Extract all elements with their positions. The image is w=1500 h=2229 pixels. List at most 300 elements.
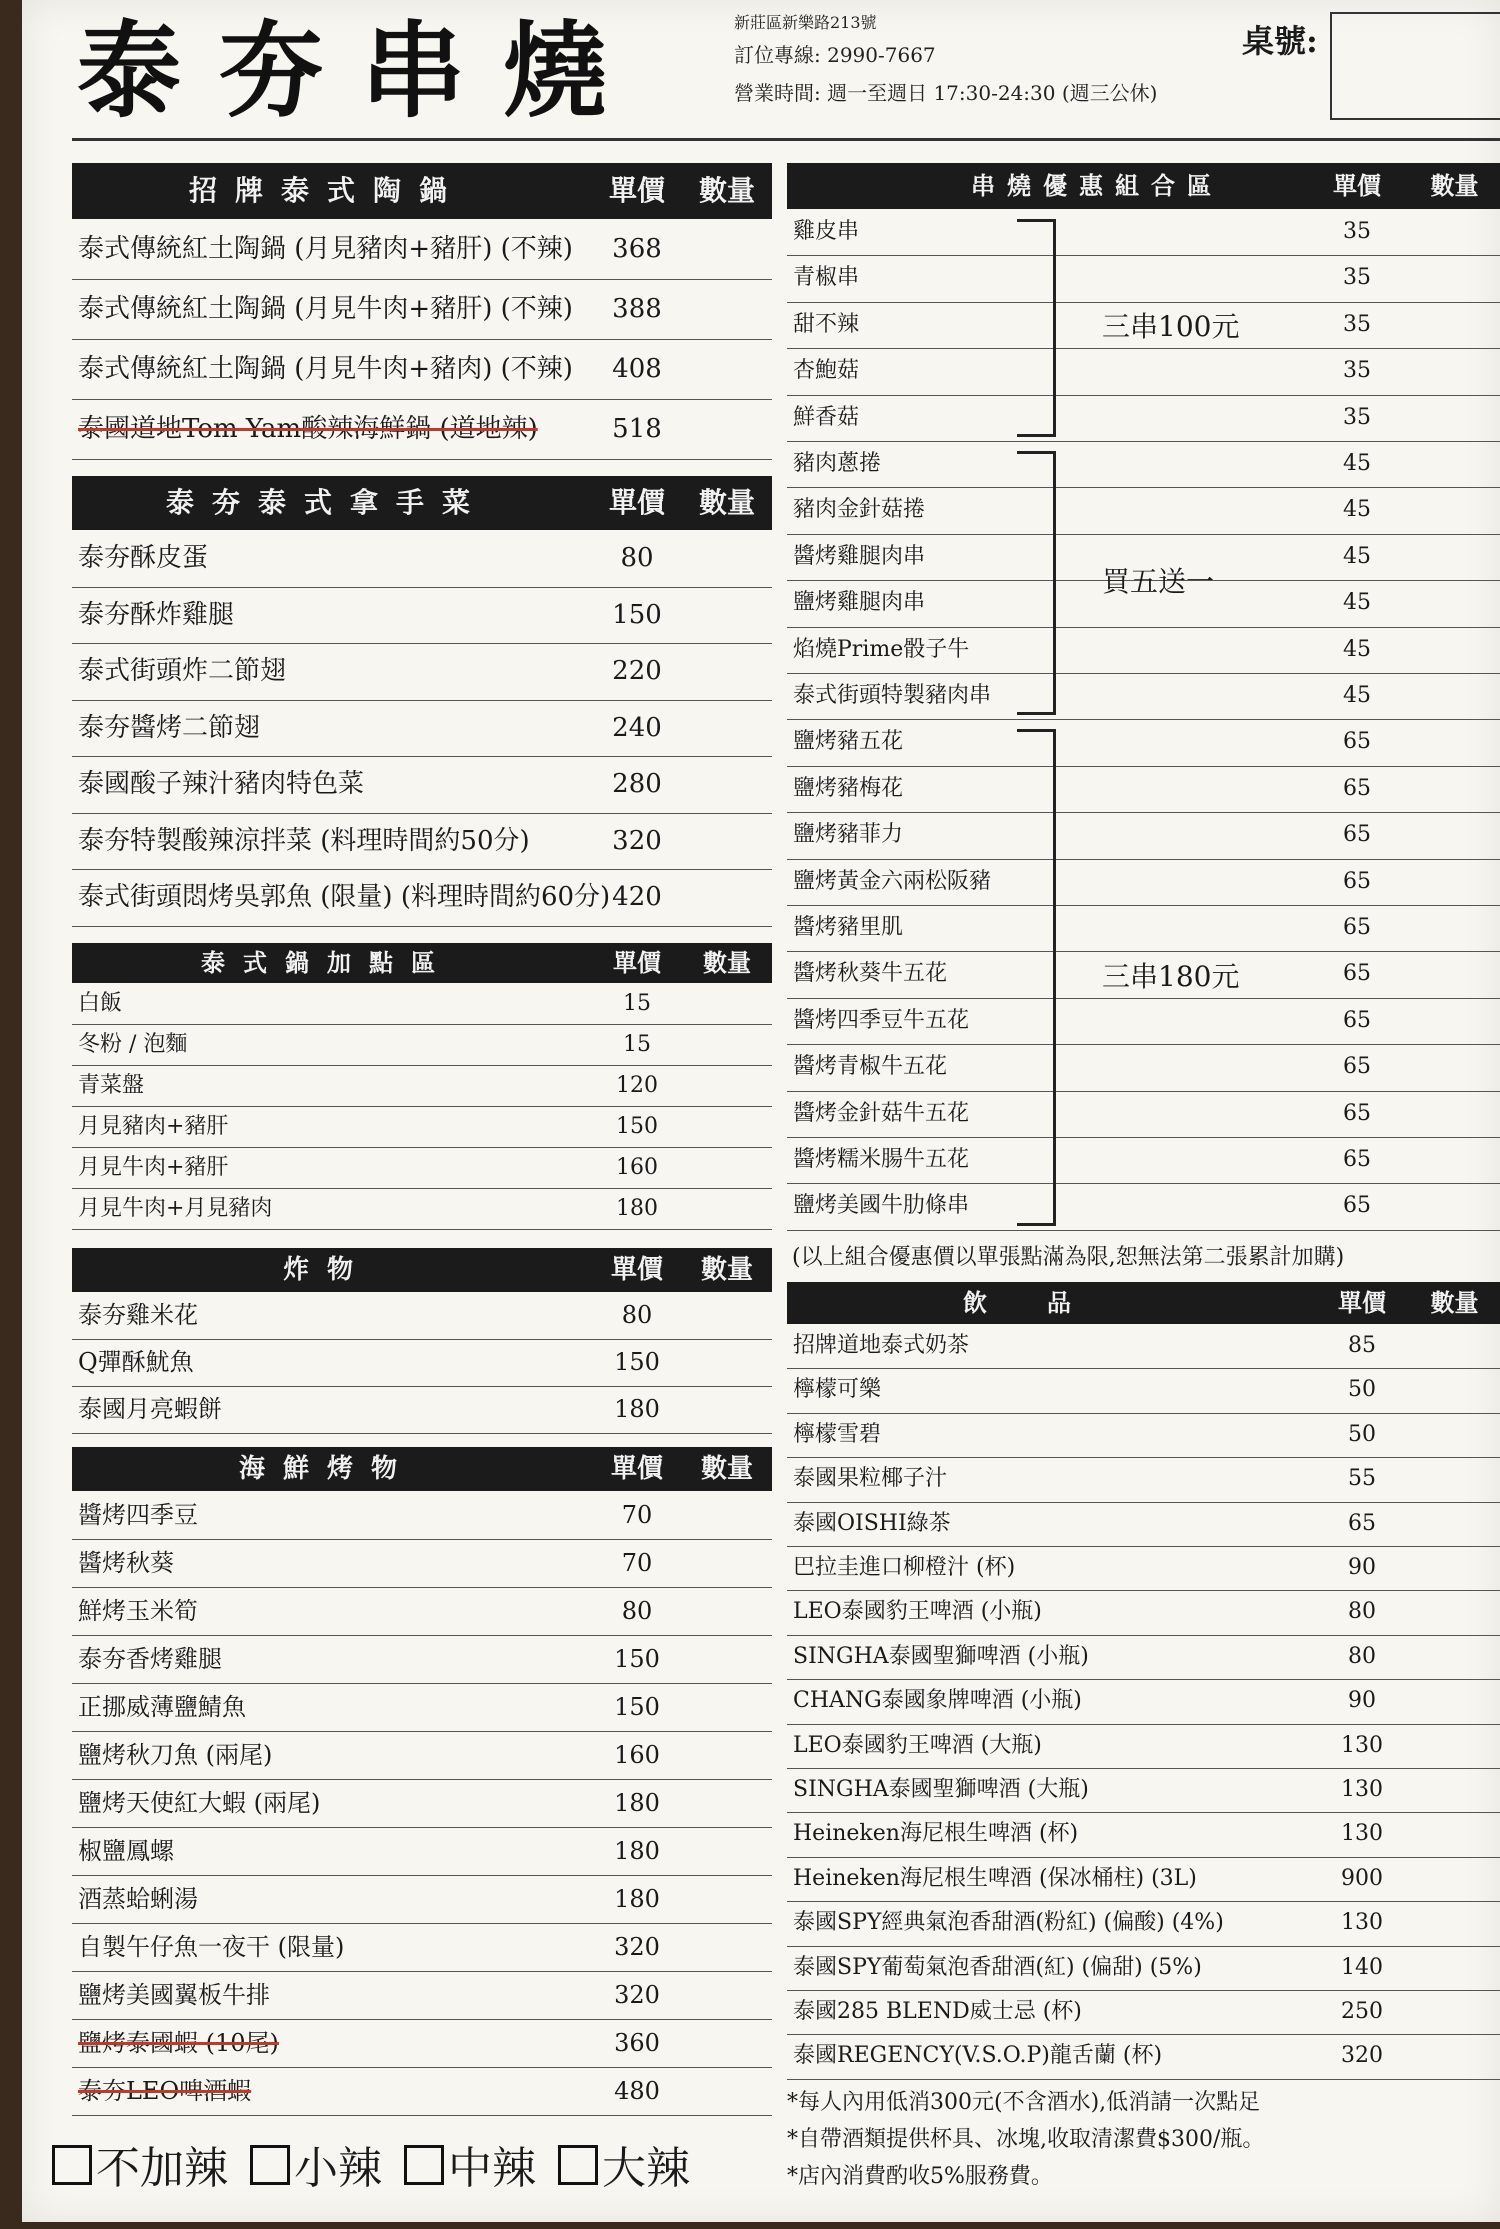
menu-item-row[interactable]: [72, 983, 772, 1025]
item-price: 65: [1343, 1147, 1371, 1172]
item-quantity-cell[interactable]: [1412, 1324, 1497, 1368]
item-name: 月見牛肉+豬肝: [78, 1155, 229, 1180]
footer-note: *自帶酒類提供杯具、冰塊,收取清潔費$300/瓶。: [787, 2127, 1265, 2152]
item-price: 45: [1343, 590, 1371, 616]
price-column-header: 單價: [610, 1255, 663, 1285]
item-name: 醬烤四季豆牛五花: [793, 1007, 970, 1033]
menu-item-row[interactable]: [787, 673, 1500, 720]
item-price: 45: [1343, 683, 1371, 708]
item-quantity-cell[interactable]: [1412, 1137, 1497, 1183]
spice-option-label: 小辣: [294, 2143, 382, 2194]
group-bracket: [1017, 219, 1056, 437]
item-quantity-cell[interactable]: [687, 869, 767, 926]
item-name: 泰夯雞米花: [78, 1301, 198, 1329]
promo-label: 三串100元: [1102, 310, 1240, 343]
hotpot-header: [72, 163, 772, 219]
seafood-header: [72, 1447, 772, 1491]
menu-item-row[interactable]: [787, 1457, 1500, 1502]
promo-label: 買五送一: [1102, 565, 1215, 599]
item-price: 65: [1343, 822, 1371, 848]
group-bracket: [1017, 451, 1056, 715]
item-name: 鹽烤豬五花: [793, 729, 904, 755]
item-quantity-cell[interactable]: [1412, 255, 1497, 301]
menu-item-row[interactable]: [787, 2034, 1500, 2079]
menu-item-row[interactable]: [72, 700, 772, 758]
checkbox-icon[interactable]: [52, 2145, 92, 2185]
item-quantity-cell[interactable]: [1412, 905, 1497, 951]
item-name: 鮮香菇: [793, 404, 860, 430]
address: 新莊區新樂路213號: [734, 13, 877, 32]
item-name: 醬烤秋葵: [78, 1549, 174, 1577]
item-name: 泰國285 BLEND威士忌 (杯): [793, 1999, 1082, 2024]
item-quantity-cell[interactable]: [1412, 1368, 1497, 1412]
item-name: 泰國酸子辣汁豬肉特色菜: [78, 769, 365, 799]
price-column-header: 單價: [610, 1454, 663, 1484]
item-name: 青椒串: [793, 265, 860, 291]
item-quantity-cell[interactable]: [687, 700, 767, 757]
item-quantity-cell[interactable]: [687, 1875, 767, 1923]
item-name: CHANG泰國象牌啤酒 (小瓶): [793, 1688, 1082, 1714]
item-price: 80: [621, 1597, 653, 1625]
item-price: 130: [1341, 1910, 1383, 1936]
item-price: 45: [1343, 451, 1371, 476]
menu-item-row[interactable]: [72, 2019, 772, 2068]
item-price: 50: [1348, 1377, 1376, 1403]
item-name: 泰國果粒椰子汁: [793, 1466, 948, 1492]
menu-item-row[interactable]: [72, 1147, 772, 1189]
item-quantity-cell[interactable]: [687, 2067, 767, 2115]
menu-item-row[interactable]: [72, 1491, 772, 1540]
menu-item-row[interactable]: [72, 1539, 772, 1588]
item-price: 35: [1343, 219, 1371, 244]
item-name: Heineken海尼根生啤酒 (保冰桶柱) (3L): [793, 1865, 1197, 1891]
item-quantity-cell[interactable]: [687, 983, 767, 1024]
menu-item-row[interactable]: [72, 587, 772, 645]
item-name: 泰夯特製酸辣涼拌菜 (料理時間約50分): [78, 825, 530, 856]
table-number-box[interactable]: [1330, 12, 1500, 120]
item-price: 35: [1343, 265, 1371, 291]
item-price: 320: [612, 825, 662, 856]
item-price: 80: [621, 1301, 653, 1329]
price-column-header: 單價: [1338, 1288, 1386, 1317]
menu-item-row[interactable]: [72, 1923, 772, 1972]
item-name: 豬肉蔥捲: [793, 451, 882, 476]
menu-item-row[interactable]: [787, 1368, 1500, 1413]
item-quantity-cell[interactable]: [1412, 1183, 1497, 1229]
menu-item-row[interactable]: [72, 869, 772, 927]
item-quantity-cell[interactable]: [1412, 951, 1497, 997]
menu-item-row[interactable]: [787, 1679, 1500, 1724]
item-price: 65: [1343, 729, 1371, 755]
menu-item-row[interactable]: [787, 255, 1500, 302]
menu-item-row[interactable]: [787, 1857, 1500, 1902]
item-price: 65: [1343, 1054, 1371, 1080]
item-quantity-cell[interactable]: [687, 813, 767, 870]
menu-item-row[interactable]: [72, 756, 772, 814]
item-name: 雞皮串: [793, 219, 860, 244]
item-quantity-cell[interactable]: [687, 1491, 767, 1539]
item-name: 鹽烤黃金六兩松阪豬: [793, 868, 992, 894]
item-price: 35: [1343, 404, 1371, 430]
item-quantity-cell[interactable]: [1412, 348, 1497, 394]
item-name: 泰國SPY經典氣泡香甜酒(粉紅) (偏酸) (4%): [793, 1910, 1224, 1936]
item-quantity-cell[interactable]: [687, 1147, 767, 1188]
menu-item-row[interactable]: [72, 1971, 772, 2020]
item-price: 360: [614, 2029, 660, 2057]
price-column-header: 單價: [608, 174, 665, 207]
spice-option-medium[interactable]: [404, 2132, 536, 2196]
item-quantity-cell[interactable]: [1412, 1857, 1497, 1901]
item-quantity-cell[interactable]: [1412, 812, 1497, 858]
menu-item-row[interactable]: [72, 1024, 772, 1066]
item-quantity-cell[interactable]: [1412, 209, 1497, 255]
menu-item-row[interactable]: [72, 1875, 772, 1924]
item-name: 泰式傳統紅土陶鍋 (月見牛肉+豬肝) (不辣): [78, 294, 573, 324]
item-quantity-cell[interactable]: [687, 219, 767, 279]
item-price: 130: [1341, 1821, 1383, 1847]
item-name: 鹽烤泰國蝦 (10尾): [78, 2029, 279, 2057]
item-quantity-cell[interactable]: [1412, 719, 1497, 765]
price-column-header: 單價: [613, 948, 661, 977]
menu-item-row[interactable]: [787, 1183, 1500, 1230]
quantity-column-header: 數量: [1430, 171, 1479, 200]
item-quantity-cell[interactable]: [1412, 1590, 1497, 1634]
menu-item-row[interactable]: [72, 1779, 772, 1828]
spice-option-hot[interactable]: [558, 2132, 690, 2196]
item-quantity-cell[interactable]: [1412, 673, 1497, 719]
item-quantity-cell[interactable]: [687, 1971, 767, 2019]
item-quantity-cell[interactable]: [1412, 1457, 1497, 1501]
item-name: 青菜盤: [78, 1073, 145, 1098]
item-price: 130: [1341, 1777, 1383, 1802]
menu-item-row[interactable]: [72, 1587, 772, 1636]
quantity-column-header: 數量: [698, 486, 755, 519]
item-quantity-cell[interactable]: [687, 756, 767, 813]
item-price: 150: [616, 1114, 658, 1139]
item-name: 甜不辣: [793, 311, 860, 337]
item-price: 388: [612, 294, 662, 324]
menu-item-row[interactable]: [72, 1065, 772, 1107]
item-quantity-cell[interactable]: [1412, 1812, 1497, 1856]
section-title: 泰式鍋加點區: [201, 948, 453, 977]
item-quantity-cell[interactable]: [1412, 998, 1497, 1044]
item-quantity-cell[interactable]: [687, 1339, 767, 1386]
item-quantity-cell[interactable]: [687, 1024, 767, 1065]
item-quantity-cell[interactable]: [1412, 1679, 1497, 1723]
menu-item-row[interactable]: [787, 812, 1500, 859]
menu-item-row[interactable]: [72, 1339, 772, 1387]
item-name: 鹽烤豬菲力: [793, 822, 904, 848]
item-quantity-cell[interactable]: [1412, 534, 1497, 580]
item-quantity-cell[interactable]: [1412, 1901, 1497, 1945]
item-quantity-cell[interactable]: [687, 1539, 767, 1587]
combo-note: (以上組合優惠價以單張點滿為限,恕無法第二張累計加購): [792, 1244, 1345, 1270]
item-quantity-cell[interactable]: [1412, 580, 1497, 626]
item-price: 140: [1341, 1954, 1383, 1980]
menu-item-row[interactable]: [72, 1292, 772, 1340]
item-price: 65: [1343, 961, 1371, 987]
item-name: 醬烤四季豆: [78, 1501, 198, 1529]
menu-item-row[interactable]: [787, 1137, 1500, 1184]
item-price: 240: [612, 712, 662, 743]
item-name: 豬肉金針菇捲: [793, 497, 926, 523]
item-name: 檸檬雪碧: [793, 1421, 882, 1447]
item-quantity-cell[interactable]: [1412, 766, 1497, 812]
item-quantity-cell[interactable]: [1412, 395, 1497, 441]
menu-item-row[interactable]: [787, 395, 1500, 442]
item-name: 醬烤青椒牛五花: [793, 1054, 948, 1080]
menu-item-row[interactable]: [72, 1106, 772, 1148]
menu-item-row[interactable]: [787, 1946, 1500, 1991]
menu-item-row[interactable]: [787, 1502, 1500, 1547]
menu-item-row[interactable]: [72, 1188, 772, 1230]
item-quantity-cell[interactable]: [687, 1292, 767, 1339]
footer-note: *店內消費酌收5%服務費。: [787, 2164, 1053, 2189]
menu-item-row[interactable]: [787, 766, 1500, 813]
item-name: 泰國OISHI綠茶: [793, 1510, 951, 1536]
item-price: 900: [1341, 1865, 1383, 1891]
menu-item-row[interactable]: [787, 348, 1500, 395]
item-price: 65: [1343, 1193, 1371, 1219]
item-quantity-cell[interactable]: [687, 1923, 767, 1971]
item-quantity-cell[interactable]: [1412, 441, 1497, 487]
item-name: LEO泰國豹王啤酒 (大瓶): [793, 1732, 1042, 1758]
menu-item-row[interactable]: [787, 1812, 1500, 1857]
item-quantity-cell[interactable]: [1412, 1635, 1497, 1679]
item-price: 15: [623, 991, 651, 1016]
phone: 訂位專線: 2990-7667: [734, 43, 936, 67]
item-quantity-cell[interactable]: [1412, 859, 1497, 905]
menu-item-row[interactable]: [72, 1635, 772, 1684]
addons-header: [72, 943, 772, 983]
menu-item-row[interactable]: [787, 1724, 1500, 1769]
item-name: 泰式街頭特製豬肉串: [793, 683, 992, 708]
menu-item-row[interactable]: [787, 487, 1500, 534]
item-quantity-cell[interactable]: [1412, 1413, 1497, 1457]
item-quantity-cell[interactable]: [687, 643, 767, 700]
item-name: 泰國月亮蝦餅: [78, 1395, 222, 1423]
menu-item-row[interactable]: [787, 859, 1500, 906]
spice-option-label: 中辣: [448, 2143, 536, 2194]
spice-option-mild[interactable]: [250, 2132, 382, 2196]
item-name: 醬烤糯米腸牛五花: [793, 1147, 970, 1172]
item-price: 65: [1343, 1100, 1371, 1126]
item-quantity-cell[interactable]: [687, 1731, 767, 1779]
item-name: 泰國SPY葡萄氣泡香甜酒(紅) (偏甜) (5%): [793, 1954, 1202, 1980]
item-quantity-cell[interactable]: [687, 1386, 767, 1433]
item-quantity-cell[interactable]: [1412, 1946, 1497, 1990]
price-column-header: 單價: [608, 486, 665, 519]
checkbox-icon[interactable]: [558, 2145, 598, 2185]
item-name: 鹽烤天使紅大蝦 (兩尾): [78, 1789, 321, 1817]
menu-item-row[interactable]: [787, 1413, 1500, 1458]
menu-item-row[interactable]: [72, 219, 772, 280]
item-price: 518: [612, 414, 662, 444]
menu-item-row[interactable]: [787, 1901, 1500, 1946]
item-price: 65: [1343, 915, 1371, 940]
fried-header: [72, 1248, 772, 1292]
section-title: 泰夯泰式拿手菜: [165, 486, 488, 519]
item-price: 180: [614, 1789, 660, 1817]
item-price: 45: [1343, 497, 1371, 523]
item-price: 65: [1343, 775, 1371, 801]
item-name: 杏鮑菇: [793, 358, 860, 384]
item-quantity-cell[interactable]: [1412, 1724, 1497, 1768]
item-name: LEO泰國豹王啤酒 (小瓶): [793, 1599, 1042, 1625]
item-quantity-cell[interactable]: [687, 1683, 767, 1731]
quantity-column-header: 數量: [1430, 1288, 1479, 1317]
spice-level-options: [52, 2132, 712, 2196]
spice-option-none[interactable]: [52, 2132, 228, 2196]
item-quantity-cell[interactable]: [1412, 1546, 1497, 1590]
item-quantity-cell[interactable]: [687, 1065, 767, 1106]
menu-item-row[interactable]: [72, 1683, 772, 1732]
item-price: 70: [621, 1549, 653, 1577]
item-name: 鹽烤秋刀魚 (兩尾): [78, 1741, 273, 1769]
item-quantity-cell[interactable]: [687, 530, 767, 587]
item-quantity-cell[interactable]: [1412, 1768, 1497, 1812]
table-number-label: 桌號:: [1242, 22, 1318, 60]
menu-item-row[interactable]: [787, 1324, 1500, 1369]
item-name: 白飯: [78, 991, 123, 1016]
menu-item-row[interactable]: [787, 1044, 1500, 1091]
menu-item-row[interactable]: [787, 1635, 1500, 1680]
item-name: 正挪威薄鹽鯖魚: [78, 1693, 246, 1721]
hours: 營業時間: 週一至週日 17:30-24:30 (週三公休): [734, 81, 1158, 105]
item-price: 250: [1341, 1999, 1383, 2024]
menu-item-row[interactable]: [787, 1768, 1500, 1813]
menu-item-row[interactable]: [787, 1091, 1500, 1138]
item-price: 180: [614, 1395, 660, 1423]
item-name: 鹽烤雞腿肉串: [793, 590, 926, 616]
checkbox-icon[interactable]: [404, 2145, 444, 2185]
menu-item-row[interactable]: [72, 1731, 772, 1780]
item-price: 90: [1348, 1688, 1376, 1714]
item-name: 醬烤雞腿肉串: [793, 543, 926, 569]
menu-item-row[interactable]: [72, 530, 772, 588]
item-name: 泰夯醬烤二節翅: [78, 712, 261, 743]
menu-item-row[interactable]: [787, 998, 1500, 1045]
item-quantity-cell[interactable]: [1412, 1091, 1497, 1137]
item-quantity-cell[interactable]: [687, 1827, 767, 1875]
menu-item-row[interactable]: [787, 1990, 1500, 2035]
item-price: 280: [612, 769, 662, 799]
item-price: 320: [614, 1933, 660, 1961]
menu-item-row[interactable]: [72, 399, 772, 460]
menu-item-row[interactable]: [72, 813, 772, 871]
section-title: 炸物: [282, 1255, 371, 1285]
item-quantity-cell[interactable]: [687, 399, 767, 459]
signature-header: [72, 476, 772, 530]
item-quantity-cell[interactable]: [687, 587, 767, 644]
menu-item-row[interactable]: [787, 627, 1500, 674]
item-name: 椒鹽鳳螺: [78, 1837, 174, 1865]
item-name: 泰國道地Tom Yam酸辣海鮮鍋 (道地辣): [78, 414, 538, 444]
item-price: 150: [614, 1645, 660, 1673]
item-name: 醬烤豬里肌: [793, 915, 904, 940]
item-price: 45: [1343, 636, 1371, 662]
item-price: 65: [1343, 1007, 1371, 1033]
item-name: 泰式傳統紅土陶鍋 (月見牛肉+豬肉) (不辣): [78, 354, 573, 384]
item-price: 220: [612, 656, 662, 686]
menu-item-row[interactable]: [787, 209, 1500, 256]
item-name: 泰夯LEO啤酒蝦: [78, 2077, 252, 2105]
menu-item-row[interactable]: [72, 2067, 772, 2116]
item-quantity-cell[interactable]: [1412, 2034, 1497, 2078]
item-name: 泰國REGENCY(V.S.O.P)龍舌蘭 (杯): [793, 2043, 1163, 2069]
menu-item-row[interactable]: [787, 1590, 1500, 1635]
item-name: 泰式街頭炸二節翅: [78, 656, 287, 686]
skewers-header: [787, 163, 1500, 209]
item-name: 月見豬肉+豬肝: [78, 1114, 229, 1139]
menu-item-row[interactable]: [787, 1546, 1500, 1591]
menu-item-row[interactable]: [787, 905, 1500, 952]
item-quantity-cell[interactable]: [687, 1587, 767, 1635]
quantity-column-header: 數量: [700, 1454, 753, 1484]
promo-label: 三串180元: [1102, 959, 1240, 993]
item-name: SINGHA泰國聖獅啤酒 (小瓶): [793, 1643, 1089, 1669]
menu-item-row[interactable]: [72, 1386, 772, 1434]
item-price: 85: [1348, 1333, 1376, 1358]
item-quantity-cell[interactable]: [687, 1779, 767, 1827]
item-quantity-cell[interactable]: [1412, 302, 1497, 348]
item-price: 50: [1348, 1421, 1376, 1447]
spice-option-label: 大辣: [602, 2143, 690, 2194]
item-price: 408: [612, 354, 662, 384]
item-name: 檸檬可樂: [793, 1377, 882, 1403]
section-title: 串燒優惠組合區: [971, 171, 1223, 200]
item-quantity-cell[interactable]: [687, 279, 767, 339]
item-price: 55: [1348, 1466, 1376, 1492]
checkbox-icon[interactable]: [250, 2145, 290, 2185]
item-name: 鹽烤豬梅花: [793, 775, 904, 801]
item-quantity-cell[interactable]: [687, 2019, 767, 2067]
menu-item-row[interactable]: [72, 643, 772, 701]
item-quantity-cell[interactable]: [1412, 1044, 1497, 1090]
item-price: 480: [614, 2077, 660, 2105]
quantity-column-header: 數量: [703, 948, 751, 977]
item-price: 160: [616, 1155, 658, 1180]
item-quantity-cell[interactable]: [687, 1106, 767, 1147]
restaurant-info: [734, 10, 1157, 112]
item-quantity-cell[interactable]: [1412, 487, 1497, 533]
item-quantity-cell[interactable]: [687, 1635, 767, 1683]
menu-item-row[interactable]: [72, 339, 772, 400]
restaurant-name: 泰夯串燒: [77, 9, 646, 132]
item-quantity-cell[interactable]: [687, 339, 767, 399]
item-quantity-cell[interactable]: [687, 1188, 767, 1229]
item-quantity-cell[interactable]: [1412, 627, 1497, 673]
menu-item-row[interactable]: [72, 279, 772, 340]
item-name: 泰夯香烤雞腿: [78, 1645, 222, 1673]
item-price: 180: [616, 1196, 658, 1221]
item-quantity-cell[interactable]: [1412, 1502, 1497, 1546]
menu-item-row[interactable]: [787, 441, 1500, 488]
group-bracket: [1017, 729, 1056, 1225]
menu-item-row[interactable]: [72, 1827, 772, 1876]
item-price: 150: [614, 1693, 660, 1721]
item-name: 泰夯酥炸雞腿: [78, 599, 235, 630]
item-quantity-cell[interactable]: [1412, 1990, 1497, 2034]
item-price: 180: [614, 1837, 660, 1865]
item-name: 冬粉 / 泡麵: [78, 1032, 188, 1057]
spice-option-label: 不加辣: [96, 2143, 228, 2194]
item-name: 焰燒Prime骰子牛: [793, 636, 970, 662]
item-price: 150: [612, 599, 662, 630]
item-name: SINGHA泰國聖獅啤酒 (大瓶): [793, 1777, 1089, 1802]
menu-item-row[interactable]: [787, 719, 1500, 766]
item-name: 泰式傳統紅土陶鍋 (月見豬肉+豬肝) (不辣): [78, 234, 573, 264]
